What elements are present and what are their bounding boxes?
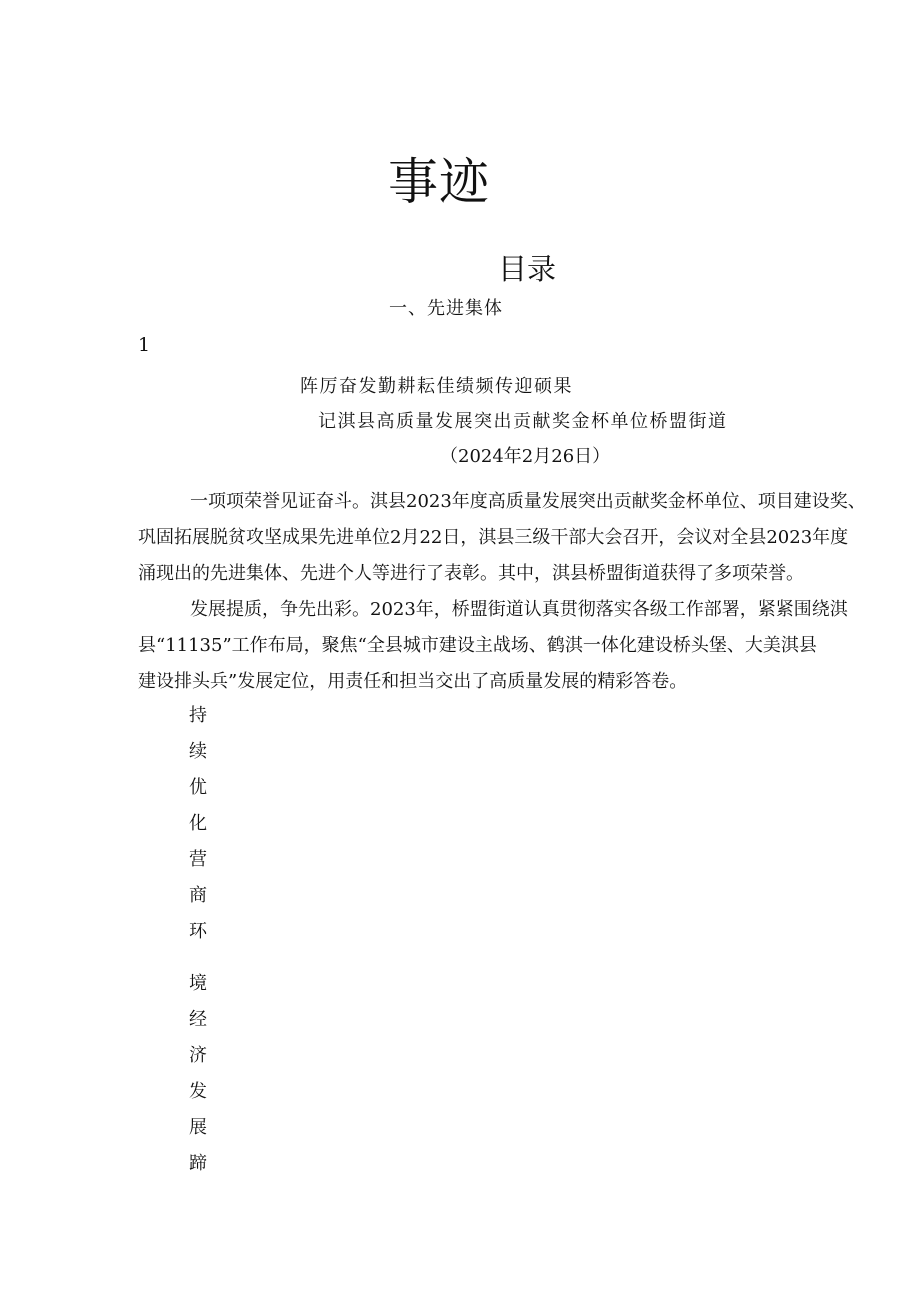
vertical-char: 商: [189, 885, 207, 906]
paragraph-1: [138, 484, 920, 592]
toc-section-heading: 一、先进集体: [389, 298, 503, 319]
main-title: 事迹: [388, 153, 490, 211]
paragraph-line: 巩固拓展脱贫攻坚成果先进单位2月22日，淇县三级干部大会召开，会议对全县2023年度: [138, 527, 849, 548]
vertical-char: 优: [189, 777, 207, 798]
article-title-line2: 记淇县高质量发展突出贡献奖金杯单位桥盟街道: [318, 411, 728, 432]
vertical-char: 展: [189, 1117, 207, 1138]
vertical-char: 蹄: [189, 1153, 207, 1174]
paragraph-line: 县“11135”工作布局，聚焦“全县城市建设主战场、鹤淇一体化建设桥头堡、大美淇县: [138, 635, 817, 656]
toc-title: 目录: [498, 252, 557, 286]
article-title-line1: 阵厉奋发勤耕耘佳绩频传迎硕果: [300, 376, 573, 397]
page-number: 1: [138, 334, 151, 356]
paragraph-2: [138, 592, 920, 700]
paragraph-line: 发展提质，争先出彩。2023年，桥盟街道认真贯彻落实各级工作部署，紧紧围绕淇: [190, 599, 848, 620]
vertical-char: 续: [189, 741, 207, 762]
vertical-char: 营: [189, 849, 207, 870]
vertical-char: 化: [189, 813, 207, 834]
paragraph-line: 涌现出的先进集体、先进个人等进行了表彰。其中，淇县桥盟街道获得了多项荣誉。: [138, 563, 804, 584]
vertical-text-column-1: [189, 698, 213, 950]
vertical-text-column-2: [189, 966, 213, 1182]
vertical-char: 境: [189, 973, 207, 994]
vertical-char: 持: [189, 705, 207, 726]
paragraph-line: 建设排头兵”发展定位，用责任和担当交出了高质量发展的精彩答卷。: [138, 671, 688, 692]
vertical-char: 经: [189, 1009, 207, 1030]
article-date: （2024年2月26日）: [440, 446, 611, 467]
vertical-char: 环: [189, 921, 207, 942]
vertical-char: 济: [189, 1045, 207, 1066]
paragraph-line: 一项项荣誉见证奋斗。淇县2023年度高质量发展突出贡献奖金杯单位、项目建设奖、: [190, 491, 866, 512]
vertical-char: 发: [189, 1081, 207, 1102]
